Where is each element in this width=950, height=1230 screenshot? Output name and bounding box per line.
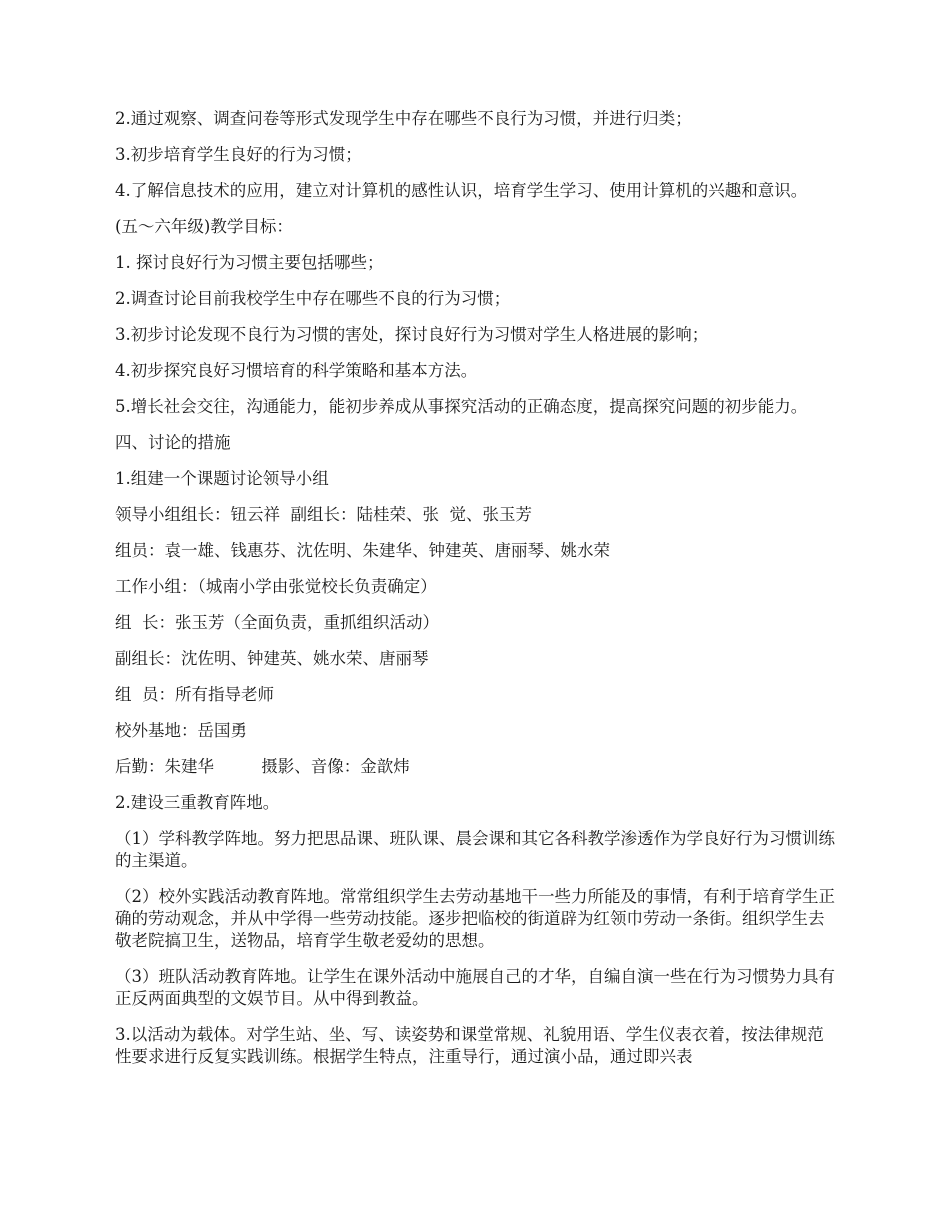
paragraph-objective-2: 2.调查讨论目前我校学生中存在哪些不良的行为习惯； (115, 289, 511, 308)
paragraph-logistics: 后勤：朱建华 摄影、音像：金歆炜 (115, 757, 410, 776)
paragraph-front-2: （2）校外实践活动教育阵地。常常组织学生去劳动基地干一些力所能及的事情，有利于培育学生正确的劳动观念，并从中学得一些劳动技能。逐步把临校的街道辟为红领巾劳动一条街。组织学生去敬老院搞卫生，送物品，培育学生敬老爱幼的思想。 (115, 887, 835, 950)
paragraph-goal-2: 2.通过观察、调查问卷等形式发现学生中存在哪些不良行为习惯，并进行归类； (115, 109, 692, 128)
paragraph-objective-3: 3.初步讨论发现不良行为习惯的害处，探讨良好行为习惯对学生人格进展的影响； (115, 325, 709, 344)
paragraph-objective-1: 1. 探讨良好行为习惯主要包括哪些； (115, 253, 384, 272)
paragraph-group-leader: 组 长：张玉芳（全面负责，重抓组织活动） (115, 613, 439, 632)
paragraph-deputy-leaders: 副组长：沈佐明、钟建英、姚水荣、唐丽琴 (115, 649, 429, 668)
paragraph-external-base: 校外基地：岳国勇 (115, 721, 247, 740)
paragraph-group-members: 组 员：所有指导老师 (115, 685, 274, 704)
paragraph-objective-4: 4.初步探究良好习惯培育的科学策略和基本方法。 (115, 361, 478, 380)
section-heading-grade-5-6: (五～六年级)教学目标： (115, 217, 293, 236)
paragraph-front-3: （3）班队活动教育阵地。让学生在课外活动中施展自己的才华，自编自演一些在行为习惯势力具有正反两面典型的文娱节目。从中得到教益。 (115, 967, 835, 1008)
paragraph-members: 组员：袁一雄、钱惠芬、沈佐明、朱建华、钟建英、唐丽琴、姚水荣 (115, 541, 610, 560)
paragraph-measure-2: 2.建设三重教育阵地。 (115, 793, 280, 812)
paragraph-front-1: （1）学科教学阵地。努力把思品课、班队课、晨会课和其它各科教学渗透作为学良好行为习惯训练的主渠道。 (115, 829, 835, 870)
paragraph-goal-4: 4.了解信息技术的应用，建立对计算机的感性认识，培育学生学习、使用计算机的兴趣和意识。 (115, 181, 808, 200)
paragraph-measure-3: 3.以活动为载体。对学生站、坐、写、读姿势和课堂常规、礼貌用语、学生仪表衣着，按法律规范性要求进行反复实践训练。根据学生特点，注重导行，通过演小品，通过即兴表 (115, 1025, 824, 1066)
paragraph-working-group: 工作小组：（城南小学由张觉校长负责确定） (115, 577, 437, 596)
paragraph-measure-1: 1.组建一个课题讨论领导小组 (115, 469, 329, 488)
paragraph-objective-5: 5.增长社会交往，沟通能力，能初步养成从事探究活动的正确态度，提高探究问题的初步能力。 (115, 397, 808, 416)
document-page (115, 108, 840, 1068)
paragraph-goal-3: 3.初步培育学生良好的行为习惯； (115, 145, 362, 164)
paragraph-leaders: 领导小组组长：钮云祥 副组长：陆桂荣、张 觉、张玉芳 (115, 505, 532, 524)
section-heading-measures: 四、讨论的措施 (115, 433, 231, 452)
